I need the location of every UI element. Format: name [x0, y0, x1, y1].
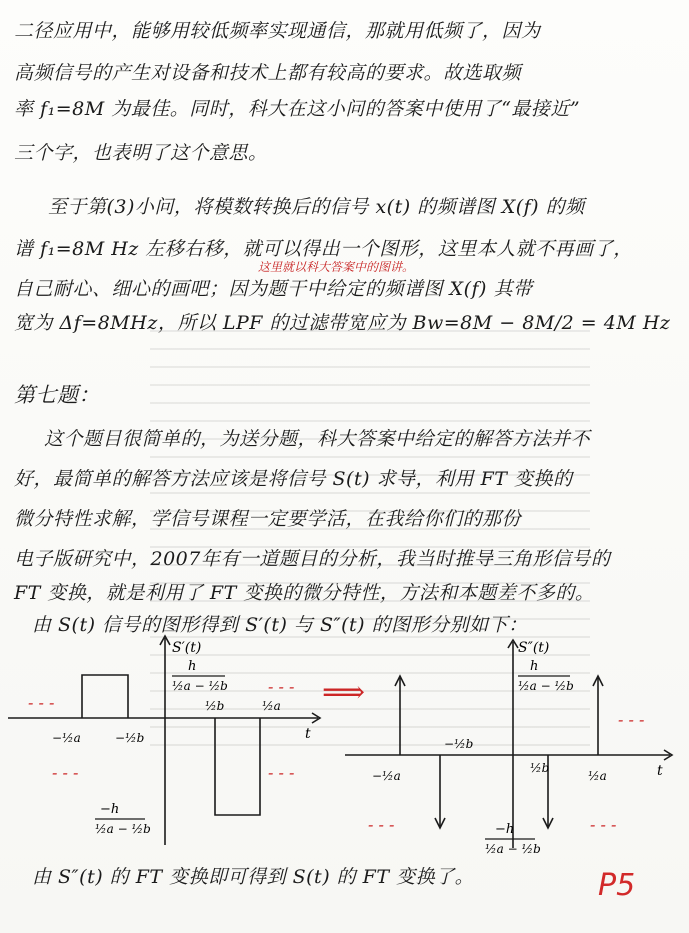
page-number: P5 — [598, 868, 636, 903]
red-dashes-5: - - - — [368, 815, 395, 834]
text-line-13: 电子版研究中，2007年有一道题目的分析，我当时推导三角形信号的 — [14, 548, 611, 570]
right-tick-neg-half-b: −½b — [444, 737, 474, 751]
text-line-8: 宽为 Δf=8MHz，所以 LPF 的过滤带宽应为 Bw=8M − 8M/2 = 4M Hz — [14, 312, 671, 334]
text-line-14: FT 变换，就是利用了 FT 变换的微分特性，方法和本题差不多的。 — [14, 582, 595, 604]
text-line-11: 好，最简单的解答方法应该是将信号 S(t) 求导，利用 FT 变换的 — [14, 468, 573, 490]
left-bottom-denominator: ½a − ½b — [95, 822, 151, 836]
right-bottom-denominator: ½a − ½b — [485, 842, 541, 856]
left-positive-pulse — [82, 675, 128, 718]
left-t-label: t — [305, 726, 311, 742]
right-tick-half-b: ½b — [530, 761, 550, 775]
text-line-10: 这个题目很简单的，为送分题，科大答案中给定的解答方法并不 — [44, 428, 591, 450]
left-tick-neg-half-a: −½a — [52, 731, 81, 745]
right-tick-half-a: ½a — [588, 769, 607, 783]
left-tick-half-a: ½a — [262, 699, 281, 713]
text-line-16: 由 S″(t) 的 FT 变换即可得到 S(t) 的 FT 变换了。 — [32, 866, 475, 888]
text-line-5: 至于第(3)小问，将模数转换后的信号 x(t) 的频谱图 X(f) 的频 — [48, 196, 585, 218]
left-top-denominator: ½a − ½b — [172, 679, 228, 693]
section-heading: 第七题： — [14, 383, 100, 407]
text-line-4: 三个字，也表明了这个意思。 — [14, 142, 268, 164]
left-tick-neg-half-b: −½b — [115, 731, 145, 745]
right-axis-label: S″(t) — [518, 640, 550, 656]
text-line-2: 高频信号的产生对设备和技术上都有较高的要求。故选取频 — [14, 62, 522, 84]
left-tick-half-b: ½b — [205, 699, 225, 713]
left-bottom-numerator: −h — [100, 802, 120, 817]
left-axis-label: S′(t) — [172, 640, 202, 656]
text-line-6: 谱 f₁=8M Hz 左移右移，就可以得出一个图形，这里本人就不再画了， — [14, 238, 633, 260]
right-top-denominator: ½a − ½b — [518, 679, 574, 693]
text-line-1: 二径应用中，能够用较低频率实现通信，那就用低频了，因为 — [14, 20, 541, 42]
red-implication-arrow: ⟹ — [322, 675, 366, 710]
red-annotation: 这里就以科大答案中的图讲。 — [258, 260, 415, 274]
left-negative-pulse — [215, 718, 260, 815]
red-dashes-6: - - - — [618, 710, 645, 729]
text-line-15: 由 S(t) 信号的图形得到 S′(t) 与 S″(t) 的图形分别如下： — [32, 614, 528, 636]
right-top-numerator: h — [530, 659, 539, 674]
signal-diagram — [0, 630, 689, 860]
text-line-3: 率 f₁=8M 为最佳。同时，科大在这小问的答案中使用了“最接近” — [14, 98, 581, 120]
left-top-numerator: h — [188, 659, 197, 674]
red-dashes-2: - - - — [268, 677, 295, 696]
right-t-label: t — [657, 763, 663, 779]
red-dashes-1: - - - — [28, 693, 55, 712]
red-dashes-7: - - - — [590, 815, 617, 834]
text-line-7: 自己耐心、细心的画吧；因为题干中给定的频谱图 X(f) 其带 — [14, 278, 533, 300]
red-dashes-3: - - - — [52, 763, 79, 782]
right-tick-neg-half-a: −½a — [372, 769, 401, 783]
text-line-12: 微分特性求解，学信号课程一定要学活，在我给你们的那份 — [14, 508, 522, 530]
right-bottom-numerator: −h — [495, 822, 515, 837]
red-dashes-4: - - - — [268, 763, 295, 782]
